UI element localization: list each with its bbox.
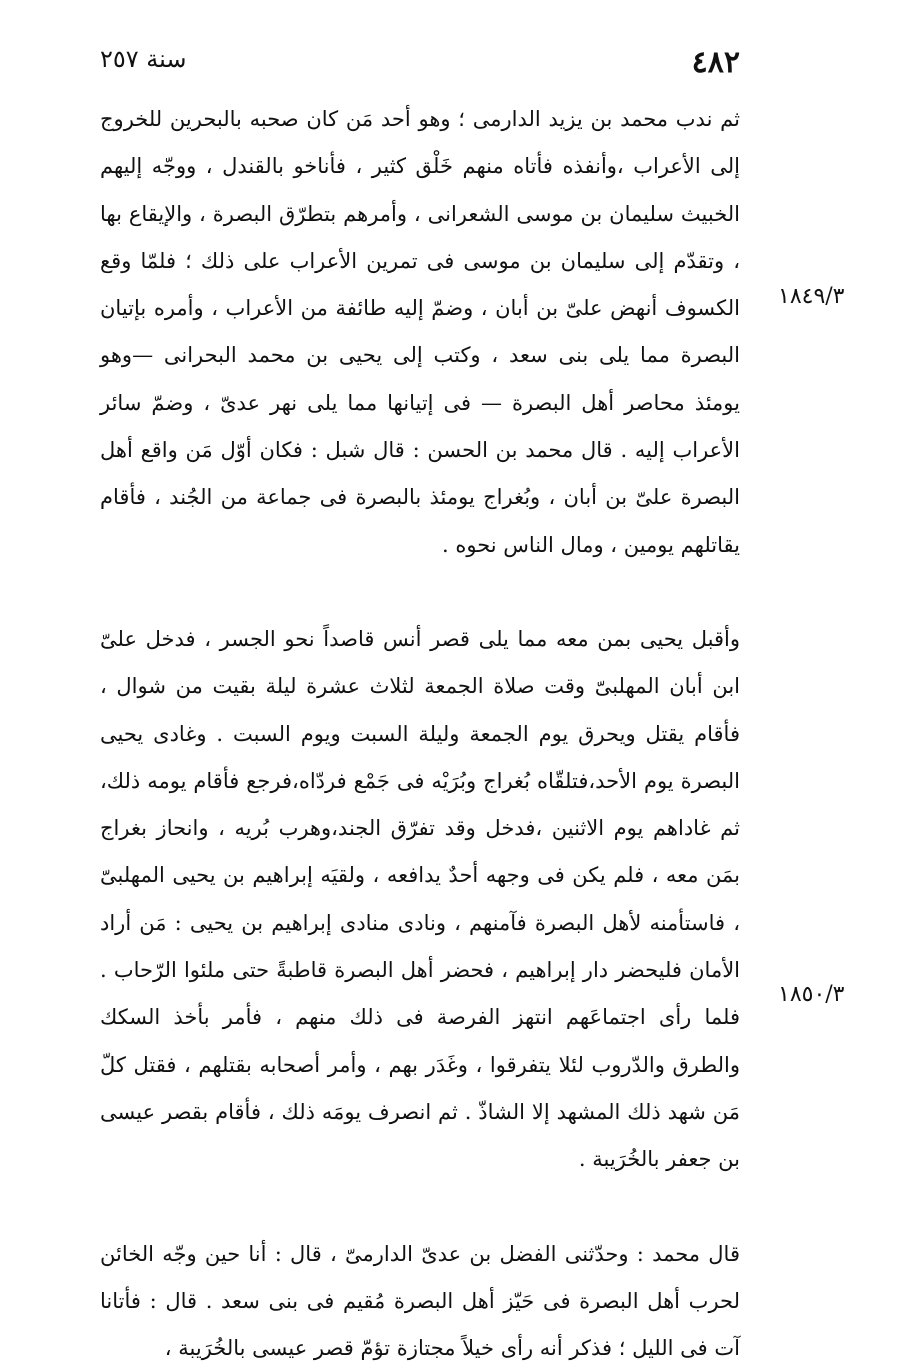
margin-date: ١٨٥٠/٣ <box>778 982 845 1007</box>
main-text <box>100 96 740 1372</box>
margin-date: ١٨٤٩/٣ <box>778 284 845 309</box>
page-number: ٤٨٢ <box>691 45 740 80</box>
paragraph: ثم ندب محمد بن يزيد الدارمى ؛ وهو أحد مَن كان صحبه بالبحرين للخروج إلى الأعراب ،وأنفذه فأتاه منهم خَلْق كثير ، فأناخو بالقندل ، ووجّه إليهم الخبيث سليمان بن موسى الشعرانى ، وأمرهم بتطرّق البصرة ، والإيقاع بها ، وتقدّم إلى سليمان بن موسى فى تمرين الأعراب على ذلك ؛ فلمّا وقع الكسوف أنهض علىّ بن أبان ، وضمّ إليه طائفة من الأعراب ، وأمره بإتيان البصرة مما يلى بنى سعد ، وكتب إلى يحيى بن محمد البحرانى —وهو يومئذ محاصر أهل البصرة — فى إتيانها مما يلى نهر عدىّ ، وضمّ سائر الأعراب إليه . قال محمد بن الحسن : قال شبل : فكان أوّل مَن واقع أهل البصرة علىّ بن أبان ، وبُغراج يومئذ بالبصرة فى جماعة من الجُند ، فأقام يقاتلهم يومين ، ومال الناس نحوه . <box>100 107 741 557</box>
running-header-year: سنة ٢٥٧ <box>100 45 187 73</box>
paragraph: قال محمد : وحدّثنى الفضل بن عدىّ الدارمىّ ، قال : أنا حين وجّه الخائن لحرب أهل البصرة فى حَيّز أهل البصرة مُقيم فى بنى سعد . قال : فأتانا آت فى الليل ؛ فذكر أنه رأى خيلاً مجتازة تؤمّ قصر عيسى بالخُرَيبة ، <box>100 1241 740 1361</box>
paragraph: وأقبل يحيى بمن معه مما يلى قصر أنس قاصداً نحو الجسر ، فدخل علىّ ابن أبان المهلبىّ وقت صلاة الجمعة لثلاث عشرة ليلة بقيت من شوال ، فأقام يقتل ويحرق يوم الجمعة وليلة السبت ويوم السبت . وغادى يحيى البصرة يوم الأحد،فتلقّاه بُغراج وبُرَيْه فى جَمْع فردّاه،فرجع فأقام يومه ذلك، ثم غاداهم يوم الاثنين ،فدخل وقد تفرّق الجند،وهرب بُريه ، وانحاز بغراج بمَن معه ، فلم يكن فى وجهه أحدٌ يدافعه ، ولقيَه إبراهيم بن يحيى المهلبىّ ، فاستأمنه لأهل البصرة فآمنهم ، ونادى منادى إبراهيم بن يحيى : مَن أراد الأمان فليحضر دار إبراهيم ، فحضر أهل البصرة قاطبةً حتى ملئوا الرّحاب . فلما رأى اجتماعَهم انتهز الفرصة فى ذلك منهم ، فأمر بأخذ السكك والطرق والدّروب لئلا يتفرقوا ، وغَدَر بهم ، وأمر أصحابه بقتلهم ، فقتل كلّ مَن شهد ذلك المشهد إلا الشاذّ . ثم انصرف يومَه ذلك ، فأقام بقصر عيسى بن جعفر بالخُرَيبة . <box>100 626 740 1172</box>
